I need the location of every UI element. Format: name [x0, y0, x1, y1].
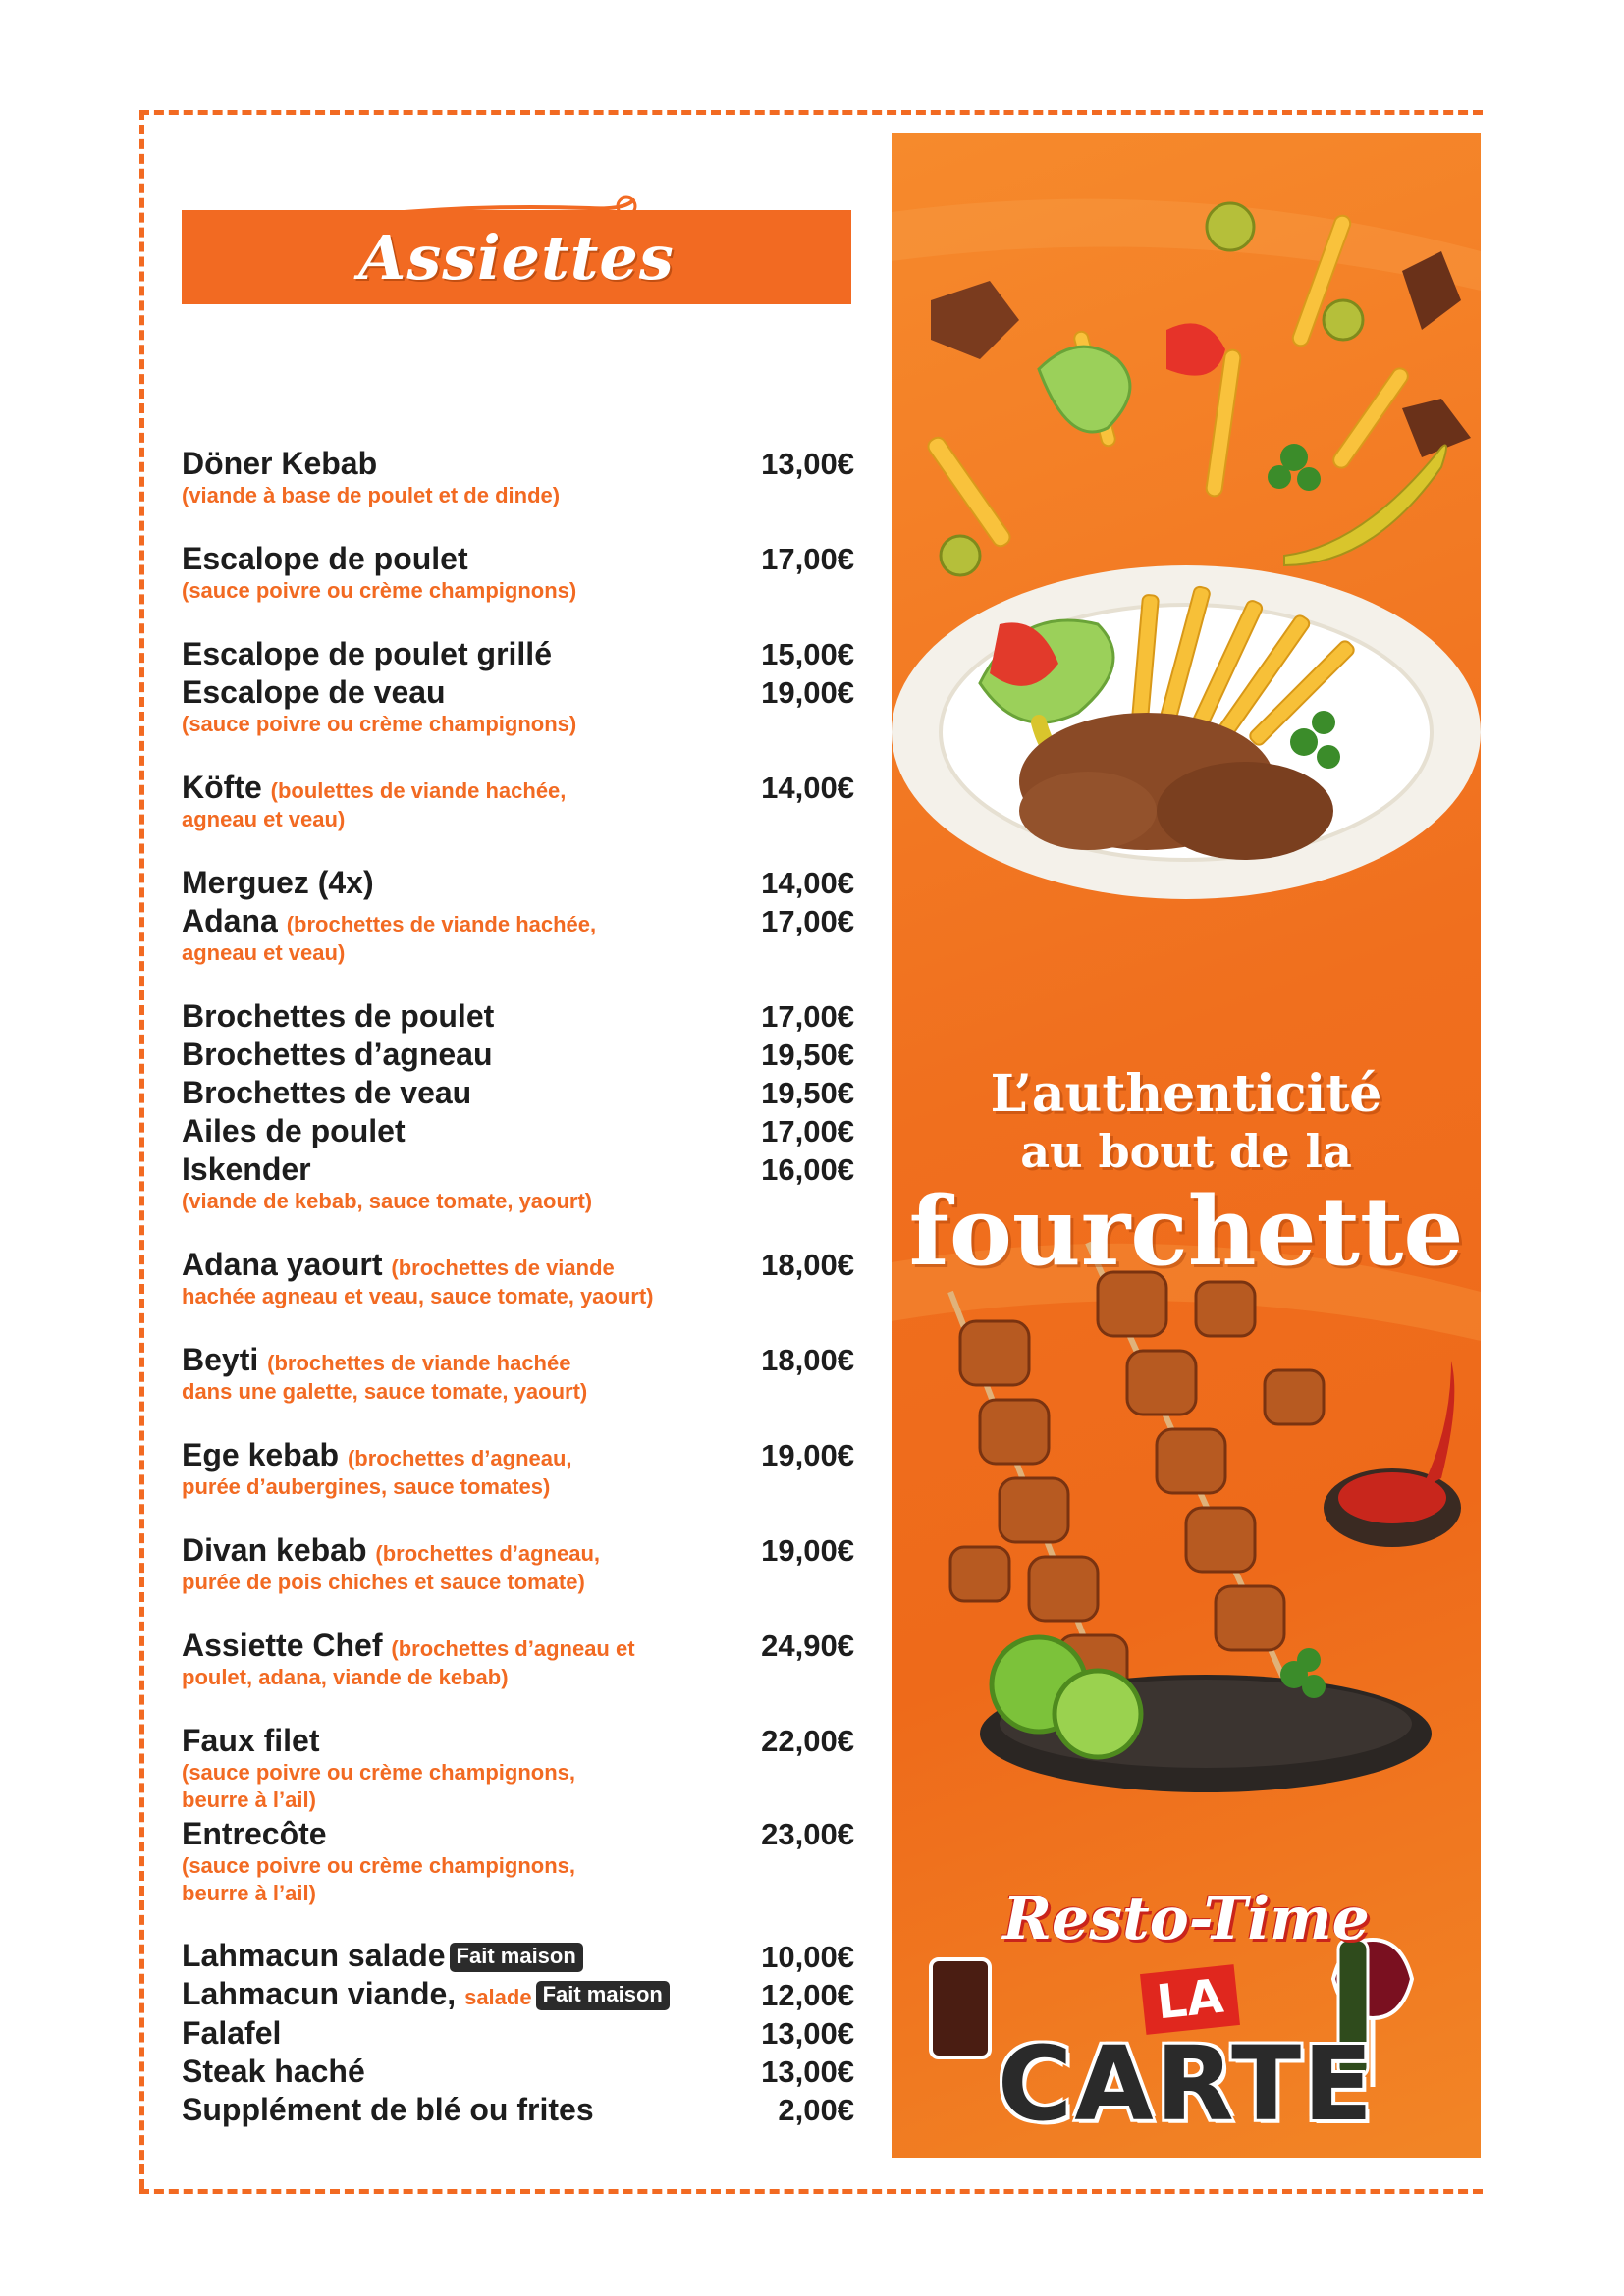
item-inline-description: (brochettes de viande hachée — [267, 1351, 571, 1375]
frame-left-border — [139, 110, 144, 2189]
item-price: 19,00€ — [761, 1533, 854, 1568]
item-price: 14,00€ — [761, 771, 854, 805]
item-description: dans une galette, sauce tomate, yaourt) — [182, 1379, 588, 1404]
item-description: poulet, adana, viande de kebab) — [182, 1665, 509, 1689]
item-description: purée de pois chiches et sauce tomate) — [182, 1570, 585, 1594]
item-price: 13,00€ — [761, 447, 854, 481]
item-name: Ege kebab — [182, 1437, 340, 1472]
brand-logo-text: Resto-Time — [1002, 1885, 1370, 1953]
item-inline-description: (brochettes d’agneau, — [375, 1541, 600, 1566]
item-description: (viande à base de poulet et de dinde) — [182, 483, 561, 507]
item-price: 17,00€ — [761, 999, 854, 1034]
item-price: 19,50€ — [761, 1038, 854, 1072]
fait-maison-badge: Fait maison — [536, 1981, 670, 2010]
item-description: (sauce poivre ou crème champignons) — [182, 712, 577, 736]
item-name: Escalope de poulet — [182, 541, 468, 576]
frame-bottom-border — [139, 2189, 1483, 2194]
menu-item-group — [182, 634, 854, 738]
item-price: 22,00€ — [761, 1724, 854, 1758]
item-price: 19,00€ — [761, 675, 854, 710]
item-name: Brochettes de poulet — [182, 998, 495, 1034]
menu-item — [182, 1435, 854, 1501]
item-name: Supplément de blé ou frites — [182, 2092, 594, 2127]
item-description: agneau et veau) — [182, 940, 346, 965]
item-name: Entrecôte — [182, 1816, 327, 1851]
item-name: Assiette Chef — [182, 1628, 383, 1663]
item-inline-description: (boulettes de viande hachée, — [270, 778, 567, 803]
menu-item-group — [182, 1937, 854, 2128]
item-description: hachée agneau et veau, sauce tomate, yaourt) — [182, 1284, 654, 1308]
menu-item — [182, 539, 854, 605]
item-price: 10,00€ — [761, 1940, 854, 1974]
item-description: (sauce poivre ou crème champignons, — [182, 1853, 576, 1878]
item-name: Merguez (4x) — [182, 865, 374, 900]
item-name: Faux filet — [182, 1723, 320, 1758]
menu-item — [182, 444, 854, 509]
item-price: 13,00€ — [761, 2055, 854, 2089]
item-price: 17,00€ — [761, 542, 854, 576]
menu-item — [182, 1626, 854, 1691]
menu-item — [182, 1245, 854, 1310]
menu-item-group — [182, 996, 854, 1215]
item-inline-description: (brochettes d’agneau, — [347, 1446, 572, 1470]
item-price: 17,00€ — [761, 904, 854, 938]
logo-carte-text: CARTE — [997, 2024, 1376, 2144]
item-description: beurre à l’ail) — [182, 1788, 316, 1812]
item-name: Iskender — [182, 1151, 311, 1187]
menu-item — [182, 1530, 854, 1596]
item-name: Adana — [182, 903, 278, 938]
item-price: 14,00€ — [761, 866, 854, 900]
item-name: Steak haché — [182, 2054, 365, 2089]
menu-item — [182, 768, 854, 833]
item-price: 24,90€ — [761, 1629, 854, 1663]
item-price: 15,00€ — [761, 637, 854, 671]
item-price: 18,00€ — [761, 1343, 854, 1377]
item-price: 13,00€ — [761, 2016, 854, 2051]
item-price: 12,00€ — [761, 1978, 854, 2012]
item-price: 16,00€ — [761, 1152, 854, 1187]
item-name: Beyti — [182, 1342, 259, 1377]
item-inline-description: salade — [464, 1985, 532, 2009]
item-name: Brochettes de veau — [182, 1075, 472, 1110]
fait-maison-badge: Fait maison — [450, 1943, 583, 1972]
item-name: Divan kebab — [182, 1532, 367, 1568]
item-description: agneau et veau) — [182, 807, 346, 831]
item-name: Lahmacun salade — [182, 1938, 446, 1973]
item-description: (sauce poivre ou crème champignons, — [182, 1760, 576, 1785]
section-title: Assiettes — [358, 221, 675, 294]
item-name: Falafel — [182, 2015, 282, 2051]
promo-panel — [892, 133, 1481, 2158]
item-price: 2,00€ — [778, 2093, 854, 2127]
item-name: Escalope de poulet grillé — [182, 636, 552, 671]
item-price: 19,50€ — [761, 1076, 854, 1110]
item-price: 23,00€ — [761, 1817, 854, 1851]
item-price: 17,00€ — [761, 1114, 854, 1148]
menu-item-group — [182, 1721, 854, 1907]
item-name: Escalope de veau — [182, 674, 446, 710]
slogan-line-3: fourchette — [908, 1176, 1464, 1287]
item-name: Lahmacun viande, — [182, 1976, 457, 2011]
item-description: (sauce poivre ou crème champignons) — [182, 578, 577, 603]
logo-la-badge: LA — [1140, 1964, 1240, 2035]
slogan-line-1: L’authenticité — [990, 1064, 1382, 1124]
slogan-line-2: au bout de la — [1020, 1125, 1352, 1178]
item-name: Brochettes d’agneau — [182, 1037, 493, 1072]
item-inline-description: (brochettes de viande — [391, 1255, 615, 1280]
item-name: Adana yaourt — [182, 1247, 383, 1282]
item-inline-description: (brochettes d’agneau et — [391, 1636, 635, 1661]
section-title-banner — [182, 210, 851, 304]
item-description: beurre à l’ail) — [182, 1881, 316, 1905]
menu-item-group — [182, 863, 854, 967]
item-name: Döner Kebab — [182, 446, 378, 481]
item-price: 18,00€ — [761, 1248, 854, 1282]
frame-top-border — [139, 110, 1483, 115]
item-inline-description: (brochettes de viande hachée, — [286, 912, 597, 936]
item-name: Köfte — [182, 770, 262, 805]
item-description: purée d’aubergines, sauce tomates) — [182, 1474, 551, 1499]
menu-list — [182, 444, 854, 2128]
item-name: Ailes de poulet — [182, 1113, 406, 1148]
item-description: (viande de kebab, sauce tomate, yaourt) — [182, 1189, 593, 1213]
menu-item — [182, 1340, 854, 1406]
item-price: 19,00€ — [761, 1438, 854, 1472]
